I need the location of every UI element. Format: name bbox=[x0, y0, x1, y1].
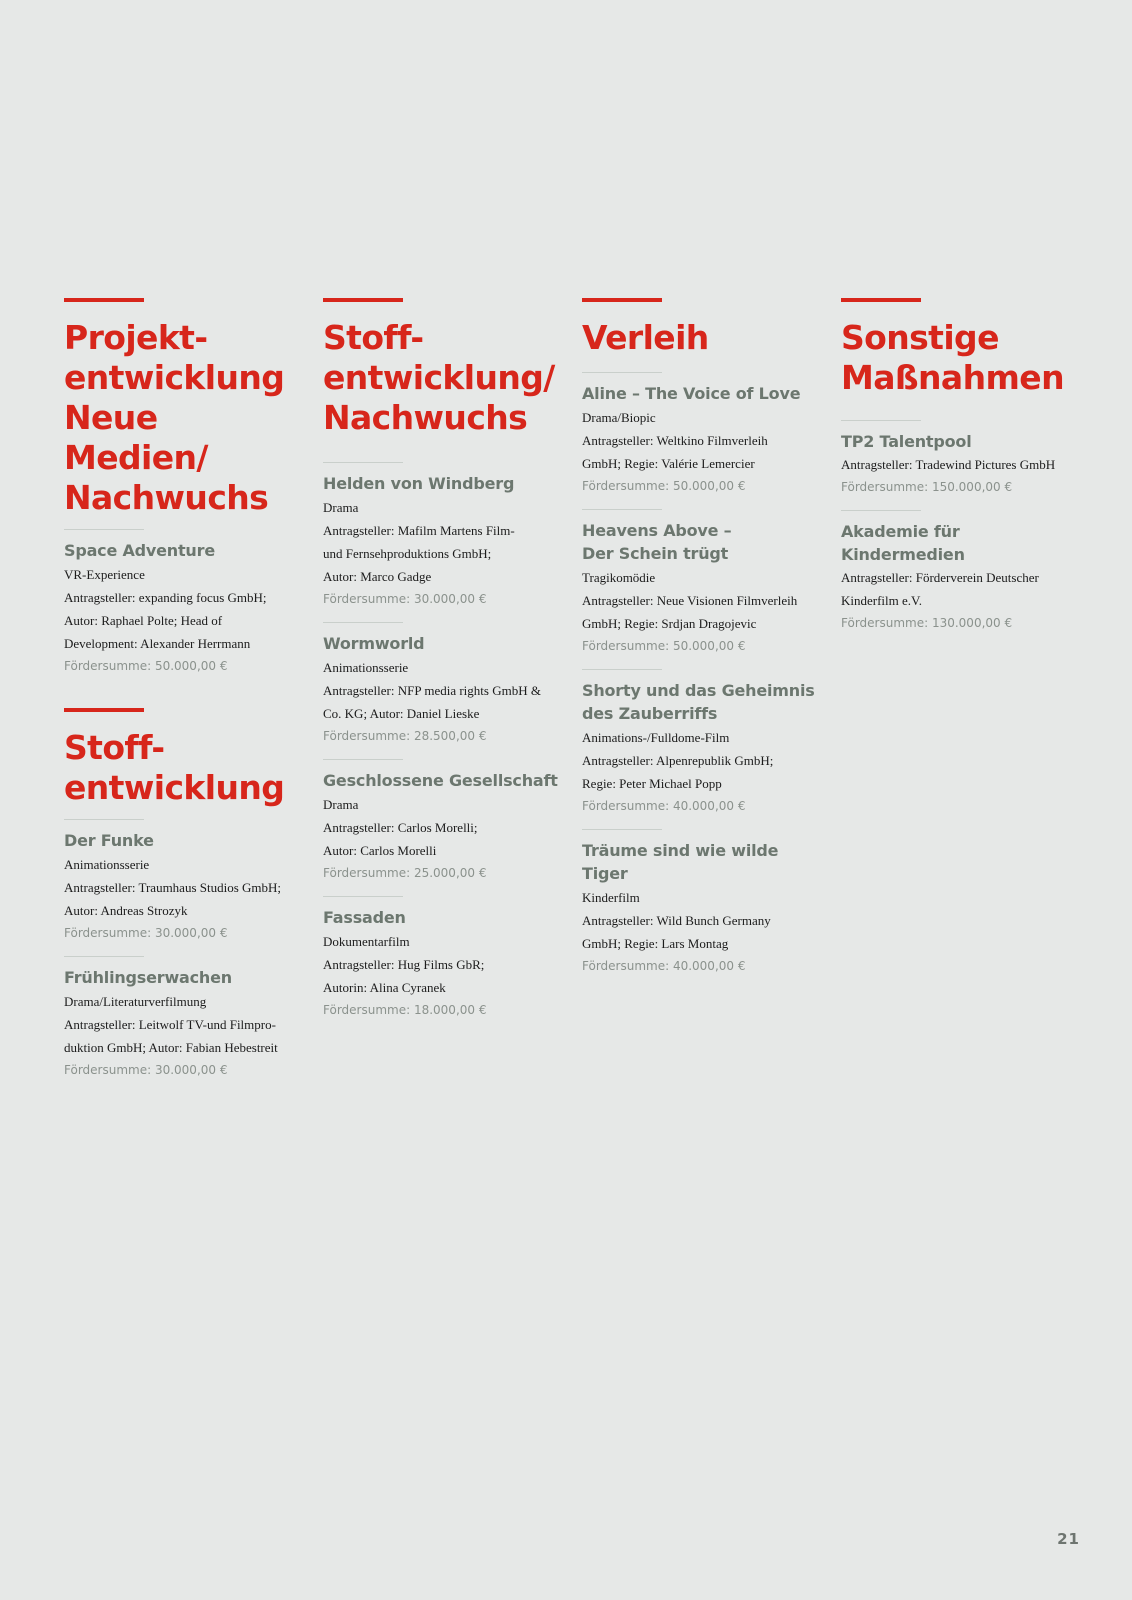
funding-entry bbox=[841, 510, 1081, 635]
funding-entry bbox=[64, 529, 304, 678]
entry-genre: Drama/Literaturverfilmung bbox=[64, 994, 207, 1009]
entry-divider bbox=[841, 510, 921, 511]
entry-genre: Drama bbox=[323, 500, 359, 515]
entry-funding: Fördersumme: 50.000,00 € bbox=[64, 659, 228, 673]
section-title: Projekt- entwicklung Neue Medien/ Nachwuchs bbox=[64, 318, 285, 517]
entry-divider bbox=[323, 896, 403, 897]
section-title: Verleih bbox=[582, 318, 709, 357]
entry-divider bbox=[841, 420, 921, 421]
funding-entry bbox=[841, 420, 1081, 499]
section-sonstige-massnahmen bbox=[841, 298, 1081, 635]
entry-divider bbox=[64, 819, 144, 820]
entry-funding: Fördersumme: 50.000,00 € bbox=[582, 639, 746, 653]
entry-genre: Animationsserie bbox=[64, 857, 150, 872]
entry-description: Antragsteller: Carlos Morelli; Autor: Carlos Morelli bbox=[323, 820, 478, 858]
entry-description: Antragsteller: Wild Bunch Germany GmbH; Regie: Lars Montag bbox=[582, 913, 771, 951]
entry-title: Helden von Windberg bbox=[323, 474, 515, 493]
section-accent-bar bbox=[323, 298, 403, 302]
entry-genre: Tragikomödie bbox=[582, 570, 656, 585]
entry-funding: Fördersumme: 25.000,00 € bbox=[323, 866, 487, 880]
funding-entry bbox=[323, 896, 563, 1022]
entry-genre: Animations-/Fulldome-Film bbox=[582, 730, 730, 745]
entry-description: Antragsteller: Mafilm Martens Film- und Fernsehproduktions GmbH; Autor: Marco Gadge bbox=[323, 523, 515, 584]
column-verleih bbox=[582, 298, 822, 978]
column-projektentwicklung bbox=[64, 298, 304, 1082]
entry-funding: Fördersumme: 30.000,00 € bbox=[64, 926, 228, 940]
entry-funding: Fördersumme: 18.000,00 € bbox=[323, 1003, 487, 1017]
entry-genre: Animationsserie bbox=[323, 660, 409, 675]
section-stoffentwicklung-nachwuchs bbox=[323, 298, 563, 1022]
entry-title: Wormworld bbox=[323, 634, 425, 653]
entry-description: Antragsteller: Traumhaus Studios GmbH; Autor: Andreas Strozyk bbox=[64, 880, 282, 918]
section-accent-bar bbox=[841, 298, 921, 302]
entry-title: Heavens Above – Der Schein trügt bbox=[582, 521, 732, 563]
entry-divider bbox=[323, 462, 403, 463]
entry-funding: Fördersumme: 40.000,00 € bbox=[582, 959, 746, 973]
entry-genre: VR-Experience bbox=[64, 567, 145, 582]
entry-title: Fassaden bbox=[323, 908, 406, 927]
section-title: Sonstige Maßnahmen bbox=[841, 318, 1064, 397]
entry-title: Geschlossene Gesellschaft bbox=[323, 771, 558, 790]
entry-description: Antragsteller: NFP media rights GmbH & Co. KG; Autor: Daniel Lieske bbox=[323, 683, 541, 721]
entry-divider bbox=[582, 829, 662, 830]
entry-divider bbox=[323, 759, 403, 760]
entry-title: Akademie für Kindermedien bbox=[841, 522, 965, 564]
funding-entry bbox=[64, 956, 304, 1082]
entry-divider bbox=[64, 529, 144, 530]
entry-funding: Fördersumme: 40.000,00 € bbox=[582, 799, 746, 813]
entry-divider bbox=[582, 669, 662, 670]
entry-description: Antragsteller: Hug Films GbR; Autorin: Alina Cyranek bbox=[323, 957, 485, 995]
entry-funding: Fördersumme: 130.000,00 € bbox=[841, 616, 1013, 630]
entry-divider bbox=[582, 372, 662, 373]
entry-title: TP2 Talentpool bbox=[841, 432, 972, 451]
funding-entry bbox=[323, 622, 563, 748]
entry-title: Space Adventure bbox=[64, 541, 215, 560]
section-title: Stoff- entwicklung/ Nachwuchs bbox=[323, 318, 555, 437]
section-verleih bbox=[582, 298, 822, 978]
funding-entry bbox=[582, 509, 822, 658]
entry-description: Antragsteller: Neue Visionen Filmverleih GmbH; Regie: Srdjan Dragojevic bbox=[582, 593, 798, 631]
section-title: Stoff- entwicklung bbox=[64, 728, 285, 807]
entry-description: Antragsteller: Tradewind Pictures GmbH bbox=[841, 457, 1056, 472]
entry-title: Träume sind wie wilde Tiger bbox=[582, 841, 779, 883]
entry-description: Antragsteller: expanding focus GmbH; Autor: Raphael Polte; Head of Development: Alexander Herrmann bbox=[64, 590, 267, 651]
entry-funding: Fördersumme: 28.500,00 € bbox=[323, 729, 487, 743]
entry-funding: Fördersumme: 30.000,00 € bbox=[64, 1063, 228, 1077]
section-accent-bar bbox=[582, 298, 662, 302]
entry-funding: Fördersumme: 30.000,00 € bbox=[323, 592, 487, 606]
entry-genre: Kinderfilm bbox=[582, 890, 640, 905]
entry-title: Shorty und das Geheimnis des Zauberriffs bbox=[582, 681, 815, 723]
column-stoffentwicklung-nachwuchs bbox=[323, 298, 563, 1022]
funding-entry bbox=[323, 759, 563, 885]
entry-title: Frühlingserwachen bbox=[64, 968, 232, 987]
entry-description: Antragsteller: Alpenrepublik GmbH; Regie: Peter Michael Popp bbox=[582, 753, 774, 791]
funding-entry bbox=[323, 462, 563, 611]
entry-divider bbox=[323, 622, 403, 623]
entry-description: Antragsteller: Leitwolf TV-und Filmpro- duktion GmbH; Autor: Fabian Hebestreit bbox=[64, 1017, 278, 1055]
funding-entry bbox=[64, 819, 304, 945]
entry-description: Antragsteller: Weltkino Filmverleih GmbH; Regie: Valérie Lemercier bbox=[582, 433, 768, 471]
entry-genre: Drama bbox=[323, 797, 359, 812]
page-number: 21 bbox=[1057, 1530, 1080, 1548]
funding-entry bbox=[582, 669, 822, 818]
entry-funding: Fördersumme: 150.000,00 € bbox=[841, 480, 1013, 494]
entry-title: Der Funke bbox=[64, 831, 154, 850]
entry-divider bbox=[582, 509, 662, 510]
entry-funding: Fördersumme: 50.000,00 € bbox=[582, 479, 746, 493]
column-sonstige-massnahmen bbox=[841, 298, 1081, 635]
entry-divider bbox=[64, 956, 144, 957]
section-stoffentwicklung bbox=[64, 708, 304, 1082]
entry-genre: Dokumentarfilm bbox=[323, 934, 410, 949]
funding-entry bbox=[582, 829, 822, 978]
section-accent-bar bbox=[64, 298, 144, 302]
section-accent-bar bbox=[64, 708, 144, 712]
entry-genre: Drama/Biopic bbox=[582, 410, 656, 425]
section-projektentwicklung bbox=[64, 298, 304, 678]
entry-title: Aline – The Voice of Love bbox=[582, 384, 801, 403]
funding-entry bbox=[582, 372, 822, 498]
entry-description: Antragsteller: Förderverein Deutscher Kinderfilm e.V. bbox=[841, 570, 1039, 608]
